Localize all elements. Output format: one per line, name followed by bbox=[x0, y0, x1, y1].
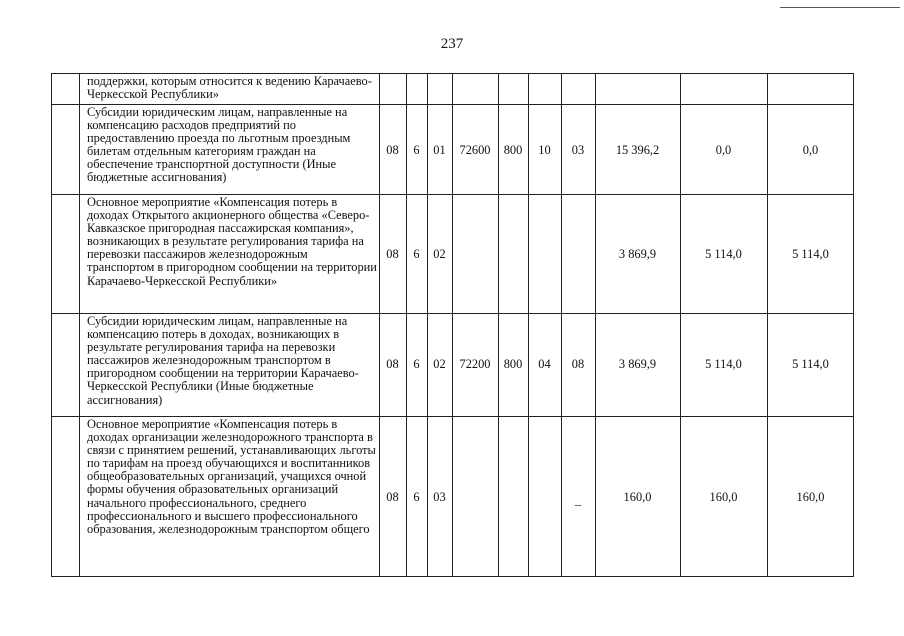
amount-year-2: 5 114,0 bbox=[705, 357, 742, 371]
corner-rule bbox=[780, 7, 900, 8]
amount-year-1: 15 396,2 bbox=[615, 143, 660, 157]
amount-year-3: 0,0 bbox=[802, 143, 819, 157]
code-subsection-dash: _ bbox=[574, 493, 582, 507]
code-program: 6 bbox=[413, 490, 420, 504]
code-subprogram: 03 bbox=[433, 490, 446, 504]
amount-year-3: 5 114,0 bbox=[792, 357, 829, 371]
row-description: Основное мероприятие «Компенсация потерь в доходах Открытого акционерного общества «Северо-Кавказское пригородная пассажирская компания», возникающих в результате регулирования тарифа на перевозки пассажиров железнодорожным транспортом в пригородном сообщении на территории Карачаево-Черкесской Республики» bbox=[87, 196, 377, 288]
code-direction: 72600 bbox=[459, 143, 491, 157]
code-subsection: 03 bbox=[571, 143, 585, 157]
code-subsection: 08 bbox=[571, 357, 585, 371]
page-number: 237 bbox=[440, 36, 464, 52]
code-chapter: 10 bbox=[538, 143, 551, 157]
row-divider bbox=[52, 313, 853, 314]
amount-year-3: 5 114,0 bbox=[792, 247, 829, 261]
row-description: поддержки, которым относится к ведению Карачаево-Черкесской Республики» bbox=[87, 75, 372, 102]
code-program: 6 bbox=[413, 143, 420, 157]
row-description: Основное мероприятие «Компенсация потерь в доходах организации железнодорожного транспорта в связи с принятием решений, устанавливающих льготы по тарифам на проезд обучающихся и воспитанников общеобразовательных организаций, учащихся очной формы обучения образовательных организаций начального профессионального, среднего профессионального и высшего профессионального образования, железнодорожным транспортом общего bbox=[87, 418, 376, 536]
amount-year-1: 3 869,9 bbox=[618, 357, 657, 371]
code-section: 08 bbox=[386, 247, 399, 261]
code-subprogram: 02 bbox=[433, 357, 446, 371]
code-chapter: 04 bbox=[538, 357, 551, 371]
amount-year-1: 3 869,9 bbox=[618, 247, 657, 261]
code-expense-type: 800 bbox=[503, 357, 523, 371]
row-divider bbox=[52, 416, 853, 417]
code-program: 6 bbox=[413, 357, 420, 371]
code-subprogram: 02 bbox=[433, 247, 446, 261]
amount-year-1: 160,0 bbox=[623, 490, 652, 504]
code-section: 08 bbox=[386, 490, 399, 504]
code-subprogram: 01 bbox=[433, 143, 446, 157]
row-description: Субсидии юридическим лицам, направленные на компенсацию потерь в доходах, возникающих в результате регулирования тарифа на перевозки пассажиров железнодорожным транспортом в пригородном сообщении на территории Карачаево-Черкесской Республики (Иные бюджетные ассигнования) bbox=[87, 315, 359, 407]
amount-year-3: 160,0 bbox=[796, 490, 825, 504]
code-direction: 72200 bbox=[459, 357, 491, 371]
amount-year-2: 5 114,0 bbox=[705, 247, 742, 261]
row-divider bbox=[52, 194, 853, 195]
budget-table bbox=[51, 73, 854, 577]
column-divider bbox=[79, 74, 80, 576]
code-section: 08 bbox=[386, 143, 399, 157]
amount-year-2: 160,0 bbox=[709, 490, 738, 504]
amount-year-2: 0,0 bbox=[715, 143, 732, 157]
code-section: 08 bbox=[386, 357, 399, 371]
row-divider bbox=[52, 104, 853, 105]
code-program: 6 bbox=[413, 247, 420, 261]
row-description: Субсидии юридическим лицам, направленные на компенсацию расходов предприятий по предоставлению проезда по льготным проездным билетам отдельным категориям граждан на обеспечение транспортной доступности (Иные бюджетные ассигнования) bbox=[87, 106, 351, 185]
code-expense-type: 800 bbox=[503, 143, 523, 157]
